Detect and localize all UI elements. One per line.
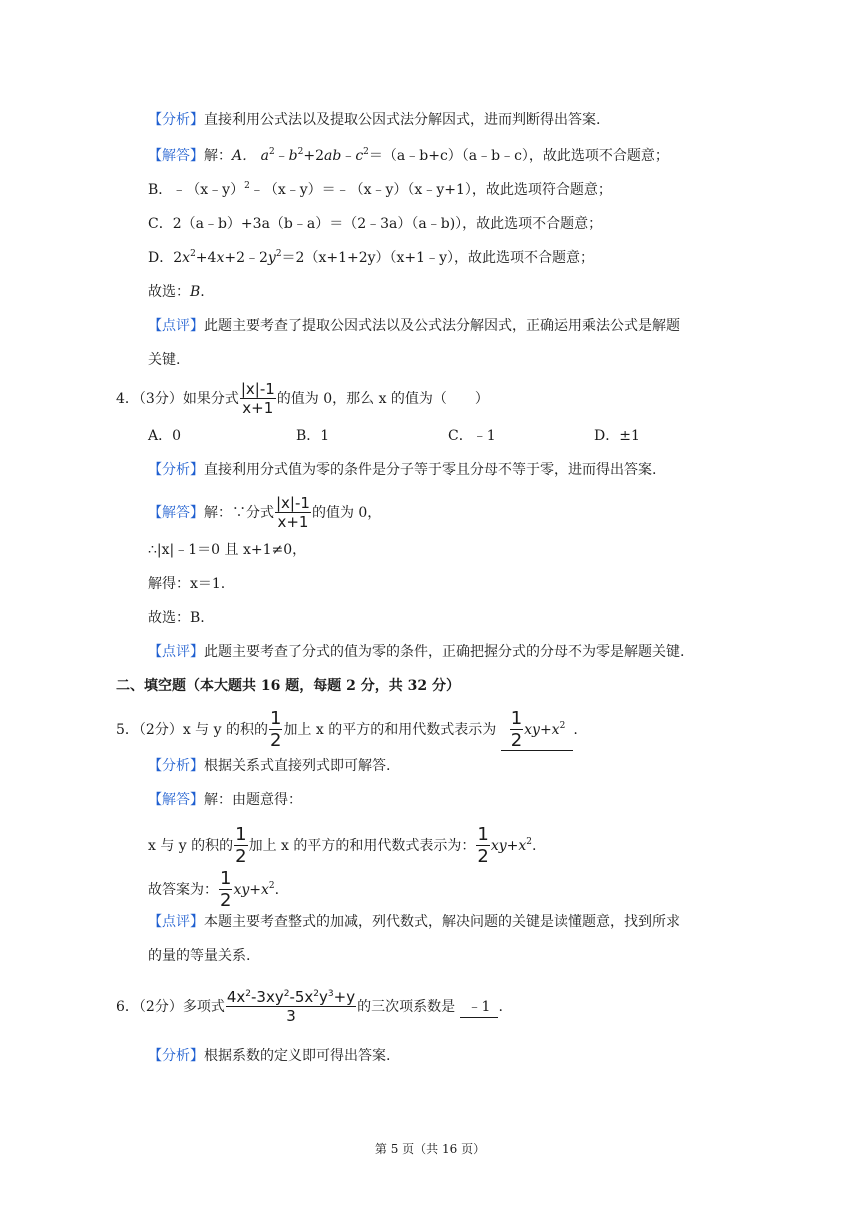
q5-solution [148,790,302,810]
q3-lineA-rest: ＝（a﹣b+c）（a﹣b﹣c），故此选项不合题意； [368,148,669,164]
analysis-tag: 【分析】 [148,1048,204,1064]
q5-line2-ans-den: 2 [477,846,489,867]
q5-line2-fraction [234,826,247,866]
q5-line2-ans-num: 1 [477,824,489,845]
q5-answer-fraction [510,710,523,750]
comment-tag: 【点评】 [148,318,204,334]
q4-stem [116,382,489,416]
q3-choose: 故选：B. [148,284,205,300]
analysis-tag: 【分析】 [148,112,204,128]
q3-sol-lead: 解： [204,148,232,164]
q5-line2: x 与 y 的积的 $\frac{1}{2}$ 加上 x 的平方的和用代数式表示为： $\frac{1}{2}$ $xy+x^2$. [148,824,537,867]
q4-analysis-text: 直接利用分式值为零的条件是分子等于零且分母不等于零，进而得出答案. [204,462,657,478]
q5-comment-2: 的量的等量关系. [148,948,251,964]
page-footer: 第 5 页（共 16 页） [374,1142,486,1156]
q4-option-d: D．±1 [594,428,640,444]
q4-option-b: B．1 [296,428,330,444]
q4-comment [148,642,684,662]
q4-sol-frac-num: |x|-1 [276,494,310,512]
q6-fraction [226,990,356,1024]
q4-option-c: C．﹣1 [448,428,496,444]
q4-stem-post: 的值为 0，那么 x 的值为（ ） [276,391,489,407]
q5-line2-pre: x 与 y 的积的 [148,838,234,854]
q4-step2: 解得：x＝1. [148,576,226,592]
q4-fraction [240,382,276,416]
solution-tag: 【解答】 [148,505,204,521]
q6-stem-pre: 6．（2分）多项式 [116,999,225,1015]
q4-step1: ∴|x|﹣1＝0 且 x+1≠0， [148,542,307,558]
q5-answer-den: 2 [510,730,523,751]
q6-answer-blank [460,997,499,1018]
q3-comment-1: 此题主要考查了提取公因式法以及公式法分解因式，正确运用乘法公式是解题 [204,318,680,334]
q3-line-d: D．$2x^2+4x+2﹣2y^2=2(x+1+2y)(x+1﹣y)$，故此选项不合题意； [148,249,594,266]
q6-answer: ﹣1 [467,999,491,1015]
q3-comment [148,316,680,336]
q3-comment-2: 关键. [148,352,181,368]
q5-answer-num: 1 [510,708,523,729]
q5-sol-lead: 解：由题意得： [204,792,302,808]
section-title: 二、填空题（本大题共 16 题，每题 2 分，共 32 分） [116,678,460,694]
q4-sol-fraction [275,496,311,530]
comment-tag: 【点评】 [148,644,204,660]
q5-comment [148,912,680,932]
q5-analysis-text: 根据关系式直接列式即可解答. [204,758,391,774]
q4-frac-den: x+1 [242,399,274,417]
q5-answer-blank: $\frac{1}{2}$ $xy+x^2$ [501,710,574,751]
q5-ans-fraction [219,870,232,910]
q3-analysis-text: 直接利用公式法以及提取公因式法分解因式，进而判断得出答案. [204,112,601,128]
q4-sol-pre: 解：∵分式 [204,505,274,521]
analysis-tag: 【分析】 [148,462,204,478]
q5-stem-pre: 5．（2分）x 与 y 的积的 [116,722,268,738]
q5-comment-1: 本题主要考查整式的加减，列代数式，解决问题的关键是读懂题意，找到所求 [204,914,680,930]
q4-comment-text: 此题主要考查了分式的值为零的条件，正确把握分式的分母不为零是解题关键. [204,644,685,660]
q3-solution-a: 【解答】解：A． $a^2﹣b^2+2ab﹣c^2=(a﹣b+c)(a﹣b﹣c)$，故此选项不合题意； [148,147,669,164]
q4-analysis [148,460,656,480]
q3-lineD-rest: ＝2（x+1+2y）（x+1﹣y），故此选项不合题意； [281,250,594,266]
q3-lineD-label: D． [148,250,174,266]
q3-analysis [148,110,600,130]
q3-lineB-rest: ﹣（x﹣y）＝﹣（x﹣y）（x﹣y+1），故此选项符合题意； [249,182,612,198]
q4-sol-post: 的值为 0， [311,505,382,521]
q3-lineA-label: A． [232,148,257,164]
q5-half-den: 2 [269,730,282,751]
q5-answer-tail: xy+x [524,722,560,738]
q5-ans-pre: 故答案为： [148,882,218,898]
q4-solution [148,496,381,530]
q4-choose: 故选：B. [148,610,205,626]
q4-frac-num: |x|-1 [240,380,275,398]
q3-choose-answer: B [190,284,201,300]
q3-choose-label: 故选： [148,284,190,300]
solution-tag: 【解答】 [148,792,204,808]
q5-stem-mid: 加上 x 的平方的和用代数式表示为 [283,722,497,738]
q5-half-fraction [269,710,282,750]
q6-stem: 6．（2分）多项式 $\frac{4x^2-3xy^2-5x^2y^3+y}{3}$ 的三次项系数是 ﹣1 . [116,988,503,1025]
q3-line-c: C．2（a﹣b）+3a（b﹣a）＝（2﹣3a）（a﹣b)），故此选项不合题意； [148,216,603,232]
q5-ans-num: 1 [220,868,232,889]
q5-line2-ans-fraction [476,826,489,866]
q5-line2-tail: xy+x [490,838,527,854]
comment-tag: 【点评】 [148,914,204,930]
q6-frac-den: 3 [286,1007,296,1025]
q6-analysis [148,1046,390,1066]
q3-lineB: B．﹣（x﹣y） [148,182,245,198]
solution-tag: 【解答】 [148,148,204,164]
q5-ans-den: 2 [220,890,232,911]
q6-stem-post: 的三次项系数是 [357,999,456,1015]
q4-option-a: A．0 [148,428,182,444]
q5-answer-line: 故答案为： $\frac{1}{2}$ $xy+x^2$. [148,868,280,911]
q5-line2-num: 1 [235,824,247,845]
q5-ans-tail: xy+x [233,882,269,898]
q4-sol-frac-den: x+1 [277,513,309,531]
q4-stem-pre: 4．（3分）如果分式 [116,391,239,407]
q5-line2-den: 2 [235,846,247,867]
q5-stem: 5．（2分）x 与 y 的积的 $\frac{1}{2}$ 加上 x 的平方的和用代数式表示为 $\frac{1}{2}$ $xy+x^2$ . [116,708,578,751]
analysis-tag: 【分析】 [148,758,204,774]
q6-analysis-text: 根据系数的定义即可得出答案. [204,1048,391,1064]
q6-frac-num: $4x^2-3xy^2-5x^2y^3+y$ [226,988,356,1006]
q5-line2-mid: 加上 x 的平方的和用代数式表示为： [248,838,476,854]
q3-line-b: B．﹣（x﹣y）$^2$﹣（x﹣y）＝﹣（x﹣y）（x﹣y+1），故此选项符合题意； [148,181,612,198]
q5-half-num: 1 [269,708,282,729]
q5-analysis [148,756,390,776]
